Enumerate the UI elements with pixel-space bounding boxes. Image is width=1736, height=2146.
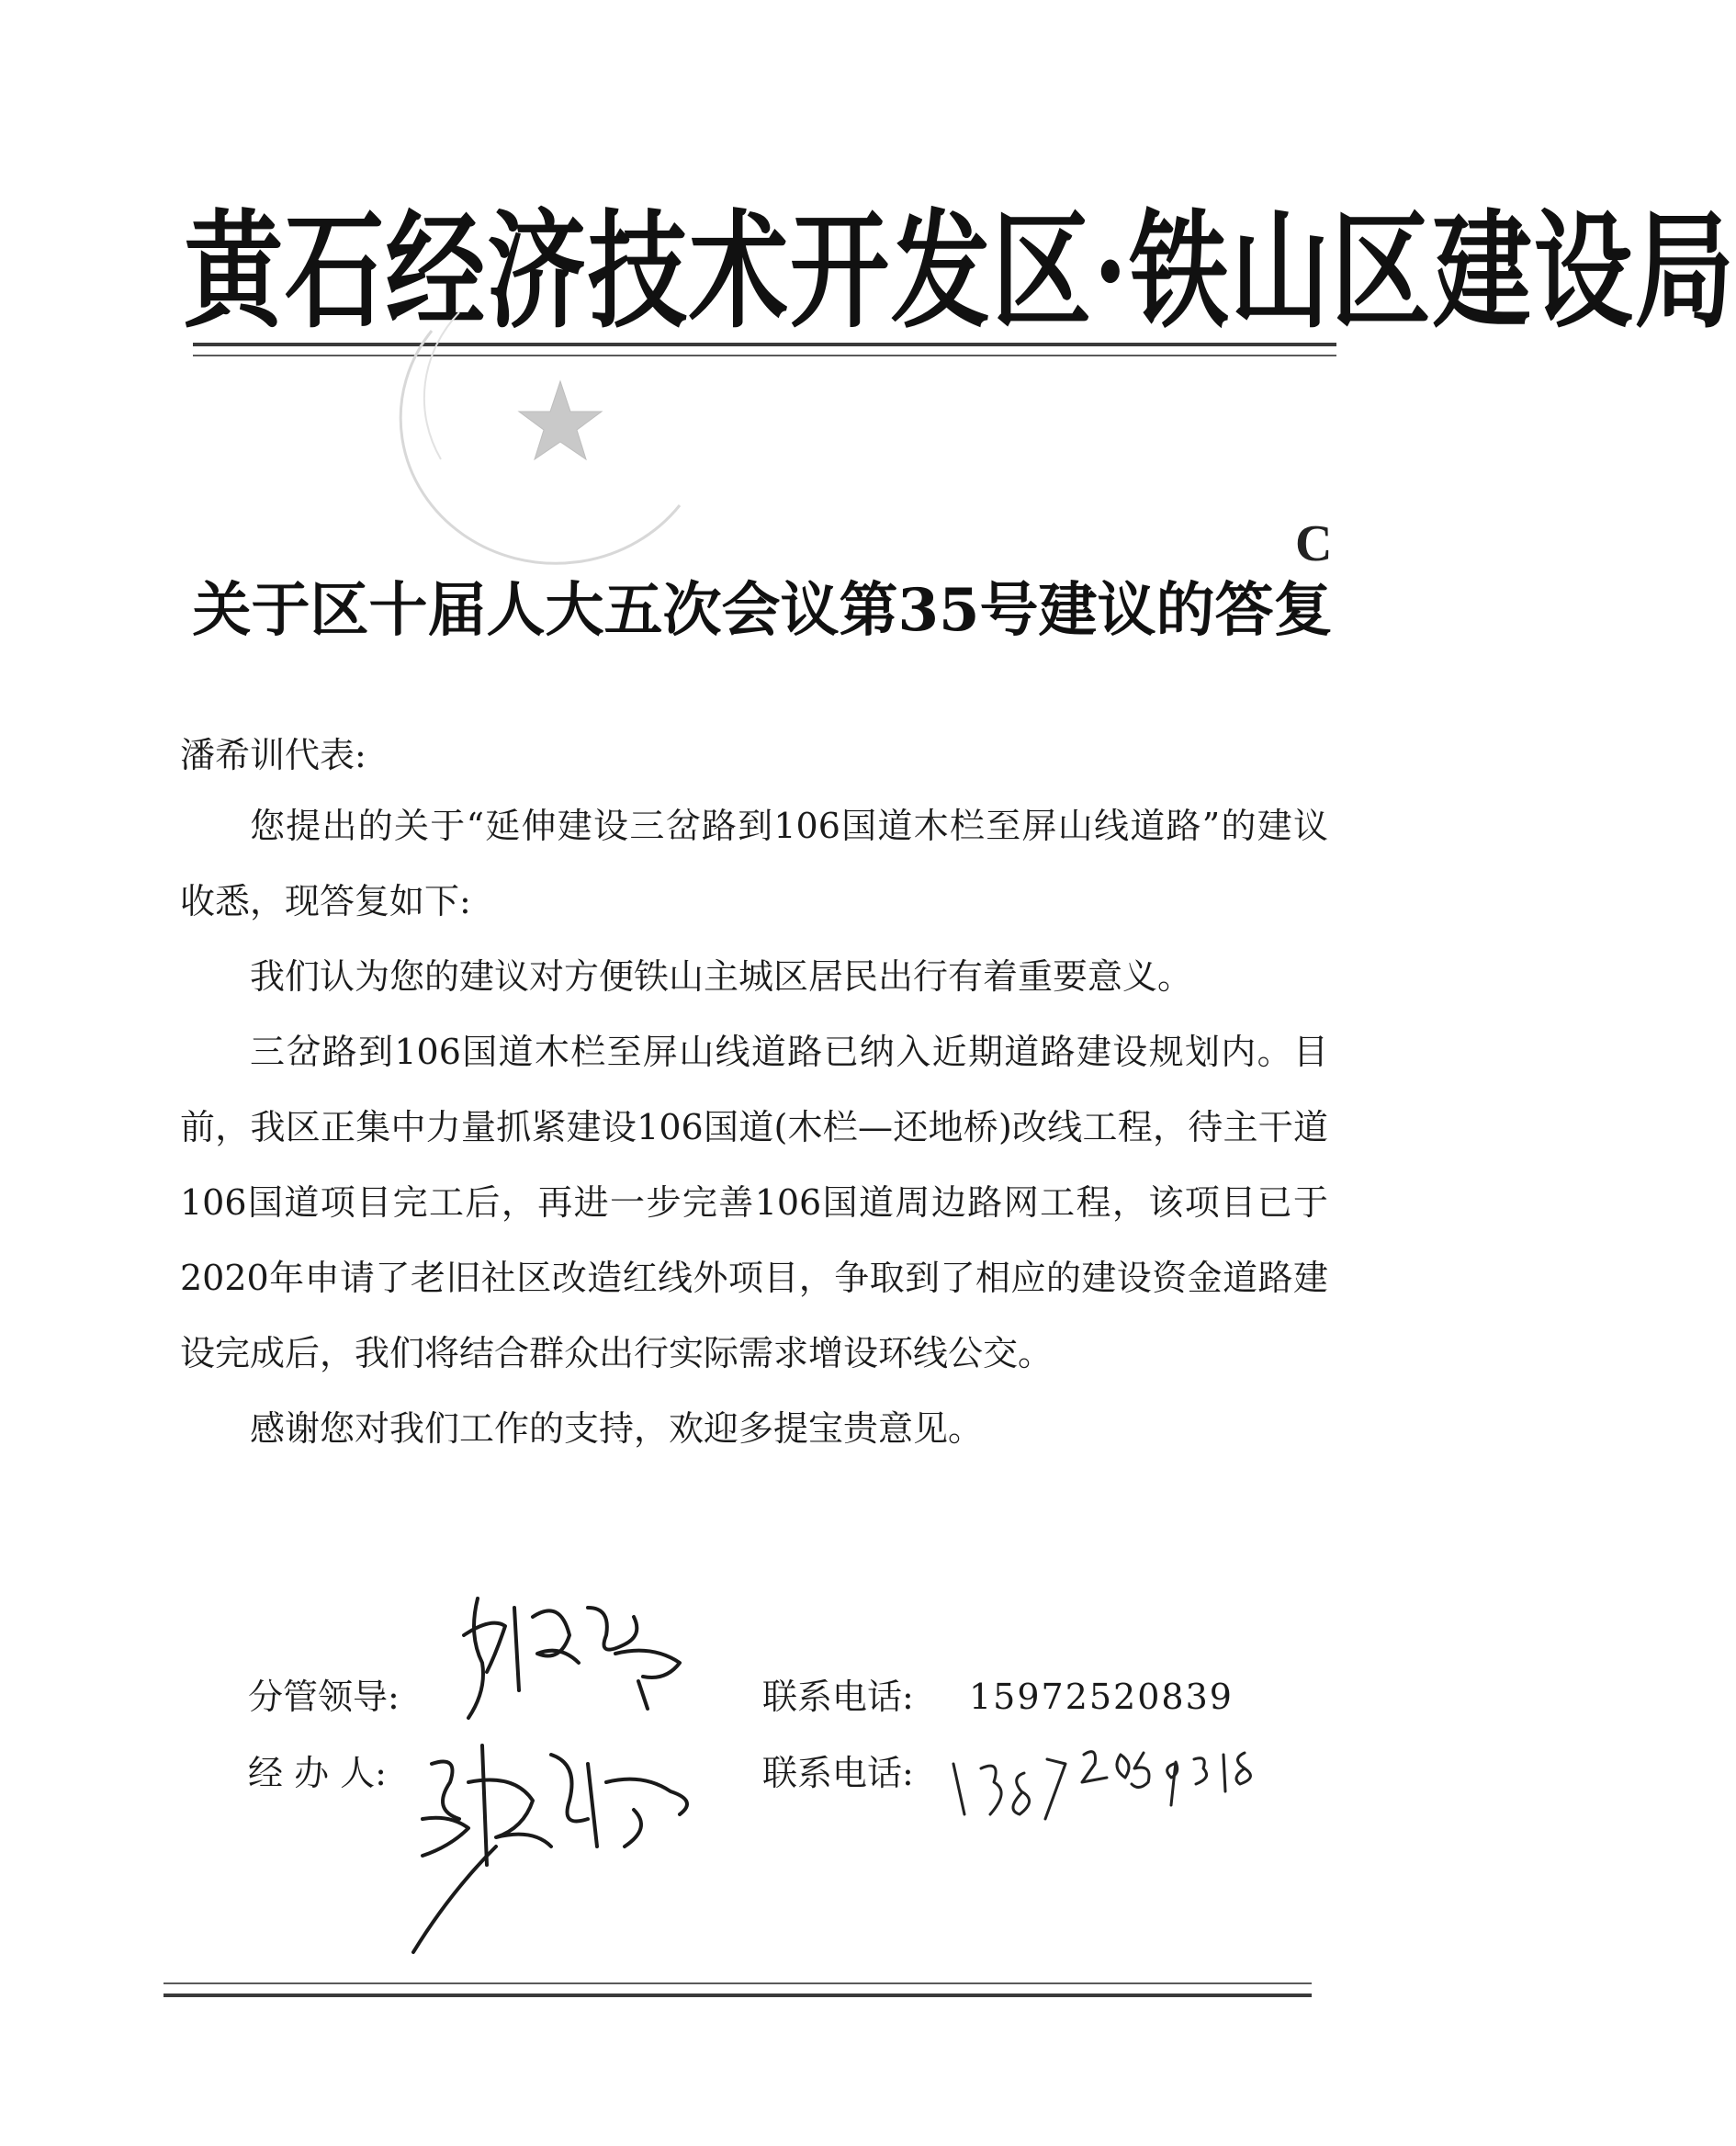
body-text [180,788,1328,1466]
official-seal-icon [404,276,707,551]
handler-label: 经 办 人: [248,1753,387,1793]
salutation: 潘希训代表: [180,735,366,775]
leader-label: 分管领导: [248,1677,400,1717]
handler-signature [395,1727,726,1966]
contact-label-2: 联系电话: [762,1753,914,1793]
paragraph-3: 三岔路到106国道木栏至屏山线道路已纳入近期道路建设规划内。目前，我区正集中力量抓紧建设106国道(木栏—还地桥)改线工程，待主干道106国道项目完工后，再进一步完善106国道周边路网工程，该项目已于2020年申请了老旧社区改造红线外项目，争取到了相应的建设资金道路建设完成后，我们将结合群众出行实际需求增设环线公交。 [180,1032,1328,1373]
letterhead-rule-top [193,343,1336,346]
contact-phone-1: 15972520839 [969,1677,1234,1717]
contact-label-1: 联系电话: [762,1677,914,1717]
handwritten-phone-number [937,1727,1268,1837]
footer-rule-bottom [163,1994,1312,1997]
document-title: 关于区十届人大五次会议第35号建议的答复 [192,576,1333,645]
footer-rule-top [163,1982,1312,1984]
paragraph-1: 您提出的关于“延伸建设三岔路到106国道木栏至屏山线道路”的建议收悉，现答复如下: [180,806,1328,921]
paragraph-4: 感谢您对我们工作的支持，欢迎多提宝贵意见。 [250,1408,984,1449]
leader-signature [450,1580,707,1736]
letterhead-org-name: 黄石经济技术开发区·铁山区建设局 [184,198,1736,346]
corner-mark: C [1295,515,1333,572]
letterhead-rule-bottom [193,355,1336,356]
paragraph-2: 我们认为您的建议对方便铁山主城区居民出行有着重要意义。 [250,956,1193,997]
